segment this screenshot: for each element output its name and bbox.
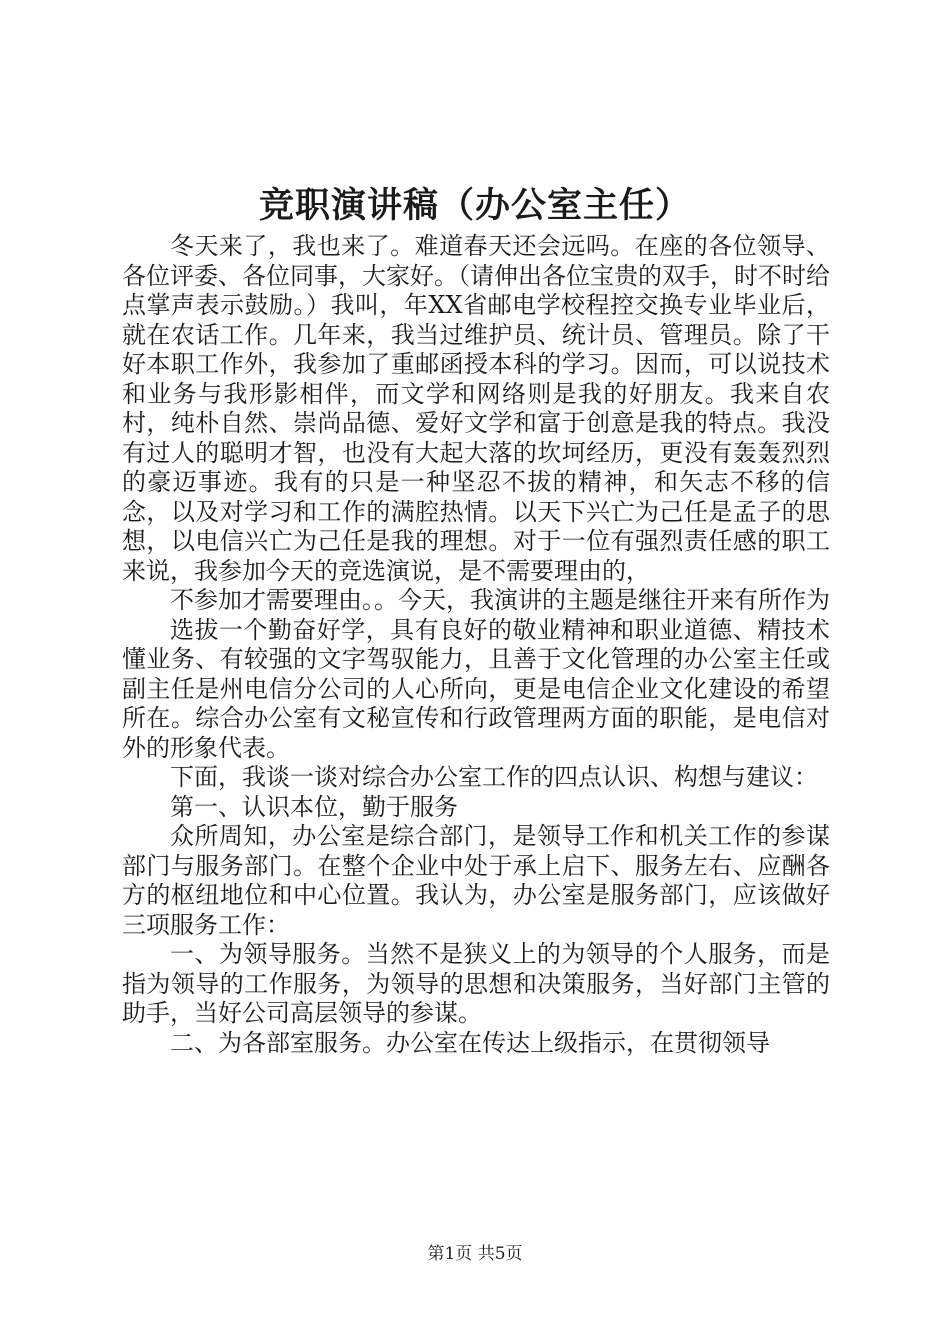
paragraph-outline: 下面，我谈一谈对综合办公室工作的四点认识、构想与建议：: [170, 763, 818, 791]
paragraph-theme: 不参加才需要理由。。今天，我演讲的主题是继往开来有所作为: [170, 586, 830, 614]
paragraph-serve-departments: 二、为各部室服务。办公室在传达上级指示，在贯彻领导: [170, 1028, 770, 1057]
paragraph-intro: 冬天来了，我也来了。难道春天还会远吗。在座的各位领导、各位评委、各位同事，大家好。（请伸出各位宝贵的双手，时不时给点掌声表示鼓励。）我叫，年XX省邮电学校程控交换专业毕业后，就在农话工作。几年来，我当过维护员、统计员、管理员。除了干好本职工作外，我参加了重邮函授本科的学习。因而，可以说技术和业务与我形影相伴，而文学和网络则是我的好朋友。我来自农村，纯朴自然、崇尚品德、爱好文学和富于创意是我的特点。我没有过人的聪明才智，也没有大起大落的坎坷经历，更没有轰轰烈烈的豪迈事迹。我有的只是一种坚忍不拔的精神，和矢志不移的信念，以及对学习和工作的满腔热情。以天下兴亡为己任是孟子的思想，以电信兴亡为己任是我的理想。对于一位有强烈责任感的职工来说，我参加今天的竞选演说，是不需要理由的，: [122, 232, 830, 585]
paragraph-selection: 选拔一个勤奋好学，具有良好的敬业精神和职业道德、精技术懂业务、有较强的文字驾驭能力，且善于文化管理的办公室主任或副主任是州电信分公司的人心所向，更是电信企业文化建设的希望所在。综合办公室有文秘宣传和行政管理两方面的职能，是电信对外的形象代表。: [122, 615, 830, 762]
page-footer: 第1页 共5页: [427, 1244, 523, 1264]
paragraph-office-role: 众所周知，办公室是综合部门，是领导工作和机关工作的参谋部门与服务部门。在整个企业中处于承上启下、服务左右、应酬各方的枢纽地位和中心位置。我认为，办公室是服务部门，应该做好三项服务工作：: [122, 822, 830, 939]
document-title: 竞职演讲稿（办公室主任）: [258, 185, 691, 226]
section-heading-first: 第一、认识本位，勤于服务: [170, 792, 458, 821]
document-body: [122, 232, 830, 1058]
paragraph-serve-leaders: 一、为领导服务。当然不是狭义上的为领导的个人服务，而是指为领导的工作服务，为领导的思想和决策服务，当好部门主管的助手，当好公司高层领导的参谋。: [122, 940, 830, 1027]
